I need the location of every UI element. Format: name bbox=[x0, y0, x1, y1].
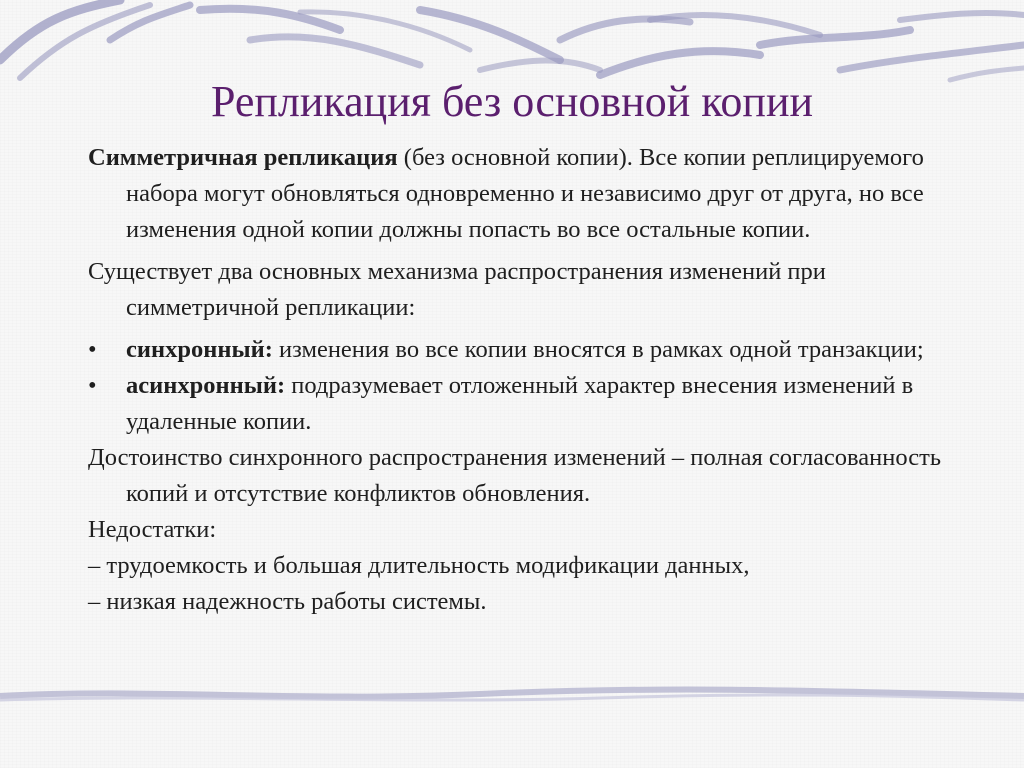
list-item-text: изменения во все копии вносятся в рамках одной транзакции; bbox=[272, 336, 924, 363]
paragraph-disadvantages-heading: Недостатки: bbox=[88, 516, 217, 543]
slide-title: Репликация без основной копии bbox=[210, 77, 814, 126]
paragraph-text: (без основной копии). Все копии реплицируемого набора могут обновляться одновременно и независимо друг от друга, но все изменения одной копии должны попасть во все остальные копии. bbox=[126, 144, 924, 243]
term-symmetric-replication: Симметричная репликация bbox=[88, 144, 398, 171]
term-asynchronous: асинхронный: bbox=[126, 372, 286, 399]
list-item-text: подразумевает отложенный характер внесения изменений в удаленные копии. bbox=[126, 372, 914, 435]
list-item-synchronous bbox=[88, 332, 968, 368]
slide-body bbox=[88, 140, 968, 620]
bottom-decorative-band bbox=[0, 684, 1024, 708]
bullet-mark: • bbox=[88, 372, 97, 399]
list-item-asynchronous bbox=[88, 368, 968, 440]
term-synchronous: синхронный: bbox=[126, 336, 273, 363]
bullet-mark: • bbox=[88, 336, 97, 363]
disadvantage-item: – трудоемкость и большая длительность модификации данных, bbox=[88, 552, 750, 579]
paragraph-mechanisms: Существует два основных механизма распространения изменений при симметричной репликации: bbox=[88, 258, 826, 321]
disadvantage-item: – низкая надежность работы системы. bbox=[88, 588, 487, 615]
paragraph-symmetric-replication bbox=[88, 140, 968, 248]
paragraph-advantage: Достоинство синхронного распространения изменений – полная согласованность копий и отсутствие конфликтов обновления. bbox=[88, 444, 942, 507]
